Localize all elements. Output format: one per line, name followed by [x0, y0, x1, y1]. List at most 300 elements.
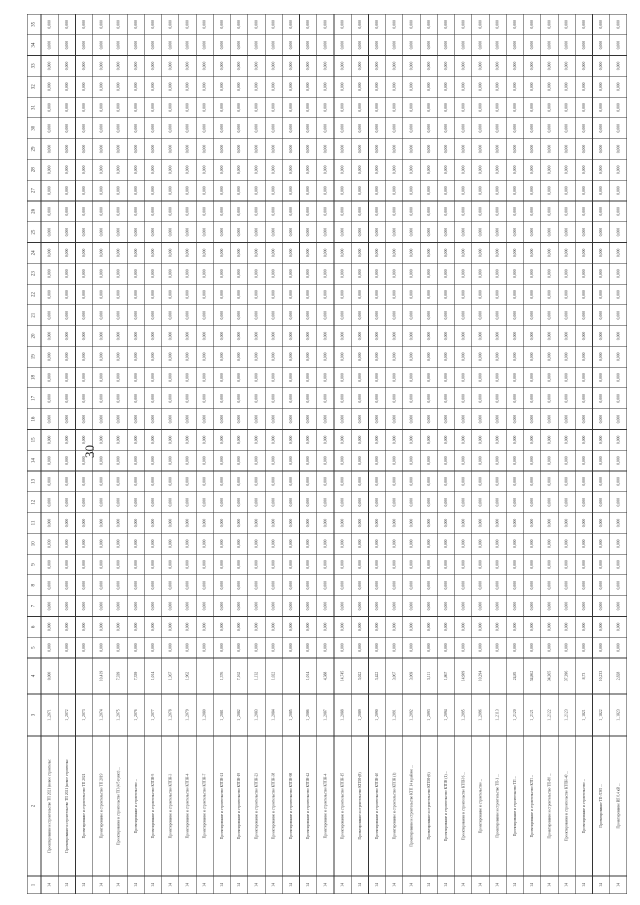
table-cell: 0,000 — [219, 560, 224, 569]
table-cell: 0,000 — [357, 310, 362, 320]
table-cell: 0,000 — [64, 20, 69, 29]
table-cell: 14 — [444, 883, 449, 887]
table-cell: 0,000 — [530, 622, 535, 632]
table-cell: 0,000 — [357, 373, 362, 382]
table-cell: 0,000 — [271, 144, 276, 154]
table-cell: 0,000 — [168, 331, 173, 341]
table-cell: 0,000 — [99, 456, 104, 465]
table-cell: 0,000 — [512, 456, 517, 465]
table-cell: 0,000 — [116, 352, 121, 362]
table-cell: 0,000 — [47, 248, 52, 258]
table-cell: 0,000 — [375, 497, 380, 507]
table-cell: 0,000 — [495, 373, 500, 382]
table-cell: 0,000 — [237, 269, 242, 278]
table-cell: 0,000 — [151, 186, 156, 195]
table-cell: 0,000 — [599, 248, 604, 258]
table-cell: 0,000 — [116, 373, 121, 382]
table-cell: 0,000 — [116, 414, 121, 424]
table-cell: 0,000 — [306, 352, 311, 362]
table-cell: 0,000 — [564, 456, 569, 465]
table-cell: 0,000 — [375, 186, 380, 195]
table-cell: 0,000 — [47, 144, 52, 154]
table-cell: Проектирование и строительство КТПН-(6) — [426, 772, 431, 840]
table-cell: 0,000 — [288, 61, 293, 71]
table-cell: 0,000 — [357, 103, 362, 112]
table-cell: 0,000 — [444, 123, 449, 133]
table-cell: 0,000 — [151, 497, 156, 507]
table-cell: 0,000 — [185, 601, 190, 611]
table-cell: 0,000 — [461, 394, 466, 403]
table-cell: 0,000 — [185, 310, 190, 320]
table-cell: 0,000 — [547, 539, 552, 549]
table-cell: 0,000 — [581, 207, 586, 216]
table-cell: 0,000 — [151, 144, 156, 154]
table-cell: 0,000 — [461, 165, 466, 175]
table-cell: 0,000 — [254, 123, 259, 133]
table-cell: 0,000 — [530, 539, 535, 549]
table-cell: 0,000 — [375, 144, 380, 154]
table-cell: 0,000 — [530, 82, 535, 91]
table-cell: 34,365 — [547, 670, 552, 682]
table-cell: 0,000 — [564, 643, 569, 652]
table-cell: 0,000 — [409, 497, 414, 507]
table-cell: 0,000 — [219, 518, 224, 528]
table-cell: 0,000 — [237, 456, 242, 465]
table-cell: 0,000 — [478, 539, 483, 549]
table-cell: 0,000 — [47, 165, 52, 175]
table-cell: 0,000 — [581, 310, 586, 320]
table-cell: 14 — [409, 883, 414, 887]
table-cell: 0,000 — [133, 497, 138, 507]
table-cell: 0,000 — [581, 103, 586, 112]
table-cell: 0,000 — [202, 227, 207, 237]
table-cell: 0,000 — [375, 373, 380, 382]
table-cell: 0,000 — [599, 477, 604, 486]
table-cell: 0,000 — [444, 227, 449, 237]
table-cell: 0,000 — [133, 227, 138, 237]
table-cell: 0,000 — [254, 435, 259, 445]
table-cell: 0,000 — [599, 435, 604, 445]
table-cell: 0,000 — [478, 352, 483, 362]
table-cell: 0,000 — [288, 40, 293, 50]
table-cell: 0,000 — [581, 643, 586, 652]
table-cell: 0,000 — [564, 20, 569, 29]
table-cell: 0,000 — [116, 394, 121, 403]
table-cell: 0,000 — [581, 186, 586, 195]
table-cell: 0,000 — [357, 581, 362, 590]
table-cell: 0,000 — [375, 643, 380, 652]
table-cell: 0,000 — [116, 518, 121, 528]
column-number: 24 — [31, 250, 37, 256]
table-cell: 0,000 — [409, 82, 414, 91]
table-cell: 0,000 — [254, 248, 259, 258]
table-cell: 0,000 — [564, 103, 569, 112]
table-cell: 0,000 — [444, 394, 449, 403]
table-cell: 0,000 — [409, 373, 414, 382]
table-cell: 1,962 — [185, 671, 190, 681]
table-cell: 0,000 — [237, 373, 242, 382]
table-cell: 0,000 — [426, 144, 431, 154]
table-cell: 0,000 — [340, 456, 345, 465]
table-cell: 0,000 — [185, 20, 190, 29]
table-cell: 0,000 — [82, 394, 87, 403]
table-cell: 0,000 — [581, 622, 586, 632]
table-cell: 0,000 — [168, 82, 173, 91]
table-cell: 0,000 — [168, 601, 173, 611]
table-cell: 0,000 — [409, 477, 414, 486]
table-cell: 0,000 — [357, 186, 362, 195]
table-cell: 0,000 — [357, 207, 362, 216]
table-cell: 0,000 — [547, 290, 552, 299]
table-cell: 0,000 — [323, 643, 328, 652]
table-cell: 0,000 — [426, 435, 431, 445]
table-cell: 0,000 — [478, 310, 483, 320]
table-cell: 0,000 — [47, 61, 52, 71]
table-cell: 0,000 — [444, 310, 449, 320]
table-cell: 0,000 — [616, 560, 621, 569]
table-cell: 3,067 — [392, 671, 397, 681]
table-cell: 0,000 — [599, 497, 604, 507]
table-cell: 0,000 — [151, 560, 156, 569]
table-cell: 0,000 — [64, 497, 69, 507]
table-cell: 0,000 — [564, 622, 569, 632]
table-cell: 1,014 — [306, 671, 311, 681]
table-cell: 0,000 — [219, 539, 224, 549]
table-cell: 0,000 — [237, 394, 242, 403]
table-cell: 1_2077 — [151, 709, 156, 721]
table-cell: 0,000 — [116, 477, 121, 486]
table-cell: 0,000 — [495, 352, 500, 362]
table-cell: 0,000 — [306, 40, 311, 50]
table-cell: 0,000 — [116, 248, 121, 258]
table-cell: 0,000 — [530, 456, 535, 465]
table-cell: 0,000 — [288, 581, 293, 590]
table-cell: 0,000 — [530, 581, 535, 590]
table-cell: 0,000 — [375, 103, 380, 112]
table-cell: 0,000 — [357, 539, 362, 549]
table-cell: 0,000 — [116, 103, 121, 112]
table-cell: 0,000 — [530, 144, 535, 154]
table-cell: 37,396 — [564, 670, 569, 682]
table-cell: 0,000 — [219, 144, 224, 154]
table-cell: 0,000 — [64, 581, 69, 590]
table-cell: 0,000 — [99, 227, 104, 237]
table-cell: 0,000 — [151, 477, 156, 486]
table-cell: 0,000 — [99, 123, 104, 133]
table-cell: 0,000 — [237, 123, 242, 133]
table-cell: 0,000 — [82, 456, 87, 465]
table-cell: 0,000 — [151, 394, 156, 403]
table-cell: 0,000 — [375, 269, 380, 278]
table-cell: 0,000 — [168, 20, 173, 29]
table-cell: 0,000 — [237, 539, 242, 549]
table-cell: 0,000 — [323, 269, 328, 278]
table-cell: 0,000 — [133, 144, 138, 154]
table-cell: 0,000 — [547, 622, 552, 632]
table-cell: 0,000 — [564, 40, 569, 50]
table-cell: 0,000 — [461, 20, 466, 29]
table-cell: 0,000 — [478, 331, 483, 341]
table-cell: 0,000 — [512, 186, 517, 195]
table-cell: 0,000 — [254, 331, 259, 341]
table-cell: 0,000 — [512, 82, 517, 91]
table-cell: 0,000 — [392, 20, 397, 29]
table-cell: 0,000 — [306, 82, 311, 91]
table-cell: 0,000 — [168, 207, 173, 216]
table-cell: Проектирование и строительство КТПН-5 — [151, 773, 156, 839]
table-cell: 0,000 — [426, 352, 431, 362]
table-cell: 1_2071 — [47, 709, 52, 721]
table-cell: 0,000 — [116, 20, 121, 29]
table-cell: 0,000 — [254, 207, 259, 216]
table-cell: 0,000 — [288, 643, 293, 652]
table-cell: 0,000 — [185, 186, 190, 195]
table-cell: 0,000 — [426, 290, 431, 299]
table-cell: 14 — [564, 883, 569, 887]
table-cell: 0,000 — [340, 560, 345, 569]
table-cell: 0,000 — [599, 269, 604, 278]
table-cell: 0,000 — [47, 227, 52, 237]
table-cell: 7,339 — [116, 671, 121, 681]
table-cell: 0,000 — [461, 352, 466, 362]
table-cell: 1_2083 — [254, 709, 259, 721]
table-cell: 0,000 — [409, 186, 414, 195]
table-cell: 0,000 — [82, 497, 87, 507]
table-cell: 0,000 — [564, 539, 569, 549]
table-cell: 0,000 — [547, 435, 552, 445]
table-cell: 0,000 — [530, 497, 535, 507]
table-cell: 0,000 — [82, 581, 87, 590]
table-cell: 1_1822 — [599, 709, 604, 721]
table-cell: 0,000 — [306, 435, 311, 445]
table-cell: 0,000 — [357, 414, 362, 424]
table-cell: 14 — [64, 883, 69, 887]
table-cell: 0,000 — [151, 456, 156, 465]
table-cell: 0,000 — [288, 497, 293, 507]
table-cell: 0,000 — [47, 622, 52, 632]
table-cell: 0,000 — [288, 622, 293, 632]
column-number: 28 — [31, 167, 37, 173]
table-cell: 0,000 — [99, 581, 104, 590]
table-cell: 3,022 — [357, 671, 362, 681]
table-cell: 0,000 — [133, 103, 138, 112]
table-cell: 0,000 — [512, 269, 517, 278]
table-cell: 0,000 — [64, 352, 69, 362]
table-cell: 0,000 — [461, 227, 466, 237]
table-cell: 0,000 — [168, 248, 173, 258]
table-cell: 0,000 — [116, 331, 121, 341]
table-cell: 0,000 — [254, 622, 259, 632]
table-cell: 0,000 — [495, 601, 500, 611]
table-cell: 0,000 — [599, 643, 604, 652]
table-cell: 0,000 — [271, 560, 276, 569]
table-cell: 1_2122 — [547, 709, 552, 721]
table-cell: 0,000 — [616, 20, 621, 29]
table-cell: 0,000 — [461, 456, 466, 465]
table-cell: 0,000 — [530, 207, 535, 216]
table-cell: 0,000 — [512, 144, 517, 154]
table-cell: 0,000 — [599, 123, 604, 133]
table-cell: 0,000 — [409, 456, 414, 465]
table-cell: 0,000 — [340, 40, 345, 50]
table-cell: 0,000 — [564, 497, 569, 507]
table-cell: 0,000 — [82, 186, 87, 195]
table-cell: 0,000 — [151, 82, 156, 91]
table-cell: 0,000 — [512, 123, 517, 133]
table-cell: 1,376 — [219, 671, 224, 681]
table-cell: 0,000 — [99, 601, 104, 611]
table-cell: Проектирование и строительство КТПН-4 — [323, 773, 328, 839]
table-cell: 0,000 — [306, 414, 311, 424]
table-cell: 0,000 — [392, 290, 397, 299]
table-cell: 0,000 — [512, 40, 517, 50]
table-cell: 0,000 — [340, 310, 345, 320]
table-cell: 0,000 — [409, 331, 414, 341]
table-cell: 0,000 — [444, 248, 449, 258]
table-cell: 0,000 — [392, 601, 397, 611]
table-cell: 0,000 — [461, 477, 466, 486]
column-number: 29 — [31, 146, 37, 152]
table-cell: 0,000 — [133, 20, 138, 29]
table-cell: 0,000 — [306, 310, 311, 320]
table-cell: 0,000 — [426, 373, 431, 382]
table-cell: 0,000 — [185, 560, 190, 569]
table-cell: 0,000 — [219, 601, 224, 611]
table-cell: 0,000 — [237, 310, 242, 320]
table-cell: 0,000 — [288, 435, 293, 445]
table-cell: 0,000 — [288, 518, 293, 528]
table-cell: 0,000 — [444, 622, 449, 632]
table-cell: 0,000 — [47, 394, 52, 403]
table-cell: Проектирование и строительство КТПН-98 — [288, 772, 293, 840]
table-cell: 0,000 — [392, 40, 397, 50]
table-cell: 0,000 — [288, 227, 293, 237]
table-cell: 0,000 — [202, 497, 207, 507]
table-cell: 0,000 — [530, 352, 535, 362]
table-cell: 0,000 — [547, 497, 552, 507]
table-cell: 0,000 — [323, 165, 328, 175]
table-cell: 0,000 — [219, 61, 224, 71]
table-cell: 0,000 — [512, 622, 517, 632]
table-cell: 0,000 — [616, 581, 621, 590]
table-cell: 0,000 — [409, 310, 414, 320]
table-cell: 0,000 — [133, 477, 138, 486]
table-cell: 0,000 — [151, 518, 156, 528]
table-cell: 0,000 — [530, 477, 535, 486]
table-cell: 0,000 — [599, 414, 604, 424]
table-cell: 0,000 — [564, 373, 569, 382]
table-cell: 0,000 — [444, 290, 449, 299]
table-cell: 0,000 — [409, 518, 414, 528]
table-cell: 0,000 — [254, 539, 259, 549]
table-cell: 0,000 — [616, 456, 621, 465]
column-number: 11 — [31, 520, 37, 526]
table-cell: 0,000 — [133, 518, 138, 528]
table-cell: 0,000 — [306, 269, 311, 278]
table-cell: 0,000 — [306, 539, 311, 549]
table-cell: 0,000 — [340, 643, 345, 652]
column-number: 32 — [31, 84, 37, 90]
table-cell: 0,000 — [254, 144, 259, 154]
table-cell: 0,000 — [512, 227, 517, 237]
table-cell: 0,000 — [547, 40, 552, 50]
table-cell: 0,000 — [564, 477, 569, 486]
table-cell: 0,000 — [185, 165, 190, 175]
table-cell: 0,000 — [357, 40, 362, 50]
table-cell: 0,000 — [219, 394, 224, 403]
column-number: 17 — [31, 395, 37, 401]
table-cell: 0,000 — [271, 248, 276, 258]
table-cell: 0,000 — [495, 269, 500, 278]
table-cell: 0,000 — [392, 248, 397, 258]
table-cell: 0,000 — [564, 352, 569, 362]
table-cell: 0,000 — [271, 518, 276, 528]
table-cell: 0,000 — [599, 165, 604, 175]
table-cell: 0,000 — [426, 165, 431, 175]
table-cell: 0,000 — [254, 186, 259, 195]
table-cell: 1_2081 — [219, 709, 224, 721]
table-cell: 0,000 — [426, 40, 431, 50]
table-cell: 0,000 — [47, 103, 52, 112]
table-cell: 0,000 — [392, 227, 397, 237]
table-cell: 0,000 — [547, 269, 552, 278]
table-cell: 0,000 — [599, 186, 604, 195]
table-cell: 0,000 — [478, 123, 483, 133]
table-cell: 0,000 — [99, 248, 104, 258]
table-cell: 0,000 — [409, 394, 414, 403]
table-cell: Проектирование и строительство КТПН-(8) — [357, 772, 362, 840]
table-cell: 1_2075 — [116, 709, 121, 721]
table-cell: 0,000 — [306, 622, 311, 632]
table-cell: 0,000 — [99, 414, 104, 424]
table-cell: 0,000 — [392, 435, 397, 445]
table-cell: 0,000 — [47, 414, 52, 424]
table-cell: 0,000 — [82, 269, 87, 278]
table-cell: 0,000 — [409, 269, 414, 278]
table-cell: 0,000 — [530, 227, 535, 237]
table-cell: 4,388 — [323, 671, 328, 681]
table-cell: 0,000 — [323, 103, 328, 112]
table-cell: 0,000 — [116, 82, 121, 91]
table-cell: 0,000 — [512, 477, 517, 486]
table-cell: 0,000 — [599, 601, 604, 611]
table-cell: 0,000 — [271, 103, 276, 112]
table-cell: 0,000 — [82, 123, 87, 133]
table-cell: Проектирование и строительство ТП 2021 (новое строительс — [64, 759, 69, 853]
column-number: 18 — [31, 375, 37, 381]
table-cell: 0,000 — [392, 103, 397, 112]
table-cell: 0,000 — [133, 601, 138, 611]
table-cell: 0,000 — [202, 560, 207, 569]
table-cell: 0,000 — [357, 352, 362, 362]
table-cell: 0,000 — [616, 207, 621, 216]
table-cell: 0,000 — [288, 477, 293, 486]
table-cell: 7,162 — [237, 671, 242, 681]
table-cell: 0,000 — [495, 310, 500, 320]
table-cell: 1_2113 — [495, 709, 500, 721]
table-cell: 0,000 — [564, 414, 569, 424]
table-cell: 0,000 — [444, 207, 449, 216]
table-cell: 0,000 — [426, 61, 431, 71]
table-cell: 0,000 — [530, 186, 535, 195]
table-cell: 0,000 — [202, 352, 207, 362]
table-cell: 0,000 — [47, 290, 52, 299]
table-cell: 0,000 — [340, 435, 345, 445]
table-cell: 0,000 — [82, 165, 87, 175]
table-cell: 0,000 — [116, 560, 121, 569]
table-cell: 0,000 — [616, 290, 621, 299]
table-cell: 0,000 — [64, 622, 69, 632]
